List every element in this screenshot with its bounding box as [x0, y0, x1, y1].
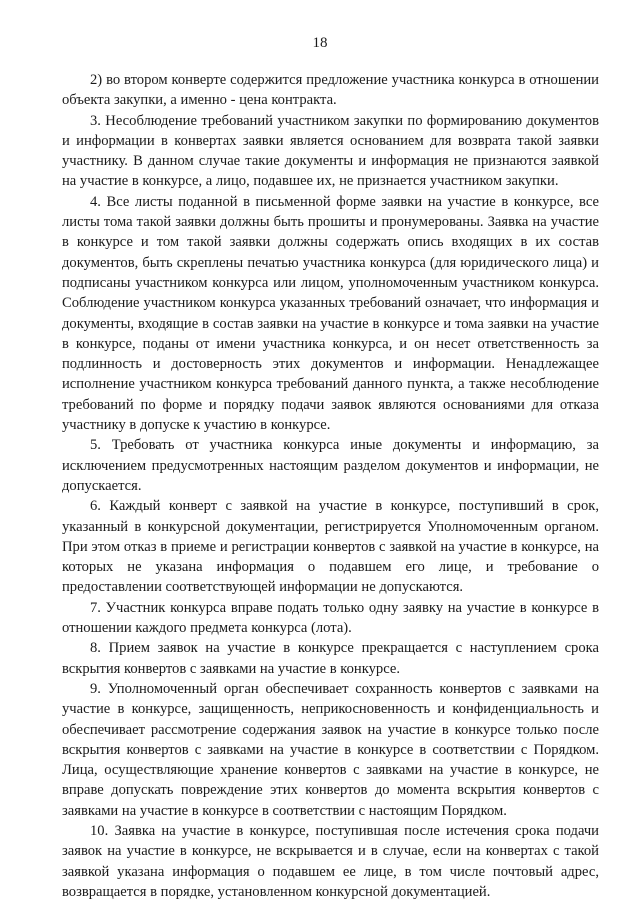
- paragraph-3-noncompliance: 3. Несоблюдение требований участником закупки по формированию документов и информации в конвертах заявки является основанием для возврата такой заявки участнику. В данном случае такие документы и информация не признаются заявкой на участие в конкурсе, а лицо, подавшее их, не признается участником закупки.: [62, 112, 599, 190]
- document-body: [62, 70, 599, 902]
- paragraph-2-second-envelope: 2) во втором конверте содержится предложение участника конкурса в отношении объекта закупки, а именно - цена контракта.: [62, 72, 599, 109]
- paragraph-9-confidentiality: 9. Уполномоченный орган обеспечивает сохранность конвертов с заявками на участие в конкурсе, защищенность, неприкосновенность и конфиденциальность и обеспечивает рассмотрение содержания заявок на участие в конкурсе только после вскрытия конвертов с заявками на участие в конкурсе в соответствии с Порядком. Лица, осуществляющие хранение конвертов с заявками на участие в конкурсе, не вправе допускать повреждение этих конвертов до момента вскрытия конвертов с заявками на участие в конкурсе в соответствии с настоящим Порядком.: [62, 680, 599, 819]
- paragraph-5-additional-documents: 5. Требовать от участника конкурса иные документы и информацию, за исключением предусмотренных настоящим разделом документов и информации, не допускается.: [62, 437, 599, 494]
- paragraph-8-acceptance-end: 8. Прием заявок на участие в конкурсе прекращается с наступлением срока вскрытия конвертов с заявками на участие в конкурсе.: [62, 640, 599, 677]
- paragraph-10-late-application: 10. Заявка на участие в конкурсе, поступившая после истечения срока подачи заявок на участие в конкурсе, не вскрывается и в случае, если на конвертах с такой заявкой указана информация о подавшем ее лице, в том числе почтовый адрес, возвращается в порядке, установленном конкурсной документацией.: [62, 822, 599, 900]
- paragraph-6-envelope-registration: 6. Каждый конверт с заявкой на участие в конкурсе, поступивший в срок, указанный в конкурсной документации, регистрируется Уполномоченным органом. При этом отказ в приеме и регистрации конвертов с заявкой на участие в конкурсе, на которых не указана информация о подавшем его лице, и требование о предоставлении соответствующей информации не допускаются.: [62, 498, 599, 596]
- paragraph-7-one-application: 7. Участник конкурса вправе подать только одну заявку на участие в конкурсе в отношении каждого предмета конкурса (лота).: [62, 599, 599, 637]
- paragraph-4-binding-requirements: 4. Все листы поданной в письменной форме заявки на участие в конкурсе, все листы тома такой заявки должны быть прошиты и пронумерованы. Заявка на участие в конкурсе и том такой заявки должны содержать опись входящих в их состав документов, быть скреплены печатью участника конкурса (для юридического лица) и подписаны участником конкурса или лицом, уполномоченным участником конкурса. Соблюдение участником конкурса указанных требований означает, что информация и документы, входящие в состав заявки на участие в конкурсе и тома заявки на участие в конкурсе, поданы от имени участника конкурса, и он несет ответственность за подлинность и достоверность этих документов и информации. Ненадлежащее исполнение участником конкурса требований данного пункта, а также несоблюдение требований по форме и порядку подачи заявок являются основаниями для отказа участнику в допуске к участию в конкурсе.: [62, 193, 599, 434]
- page-number: 18: [312, 35, 328, 51]
